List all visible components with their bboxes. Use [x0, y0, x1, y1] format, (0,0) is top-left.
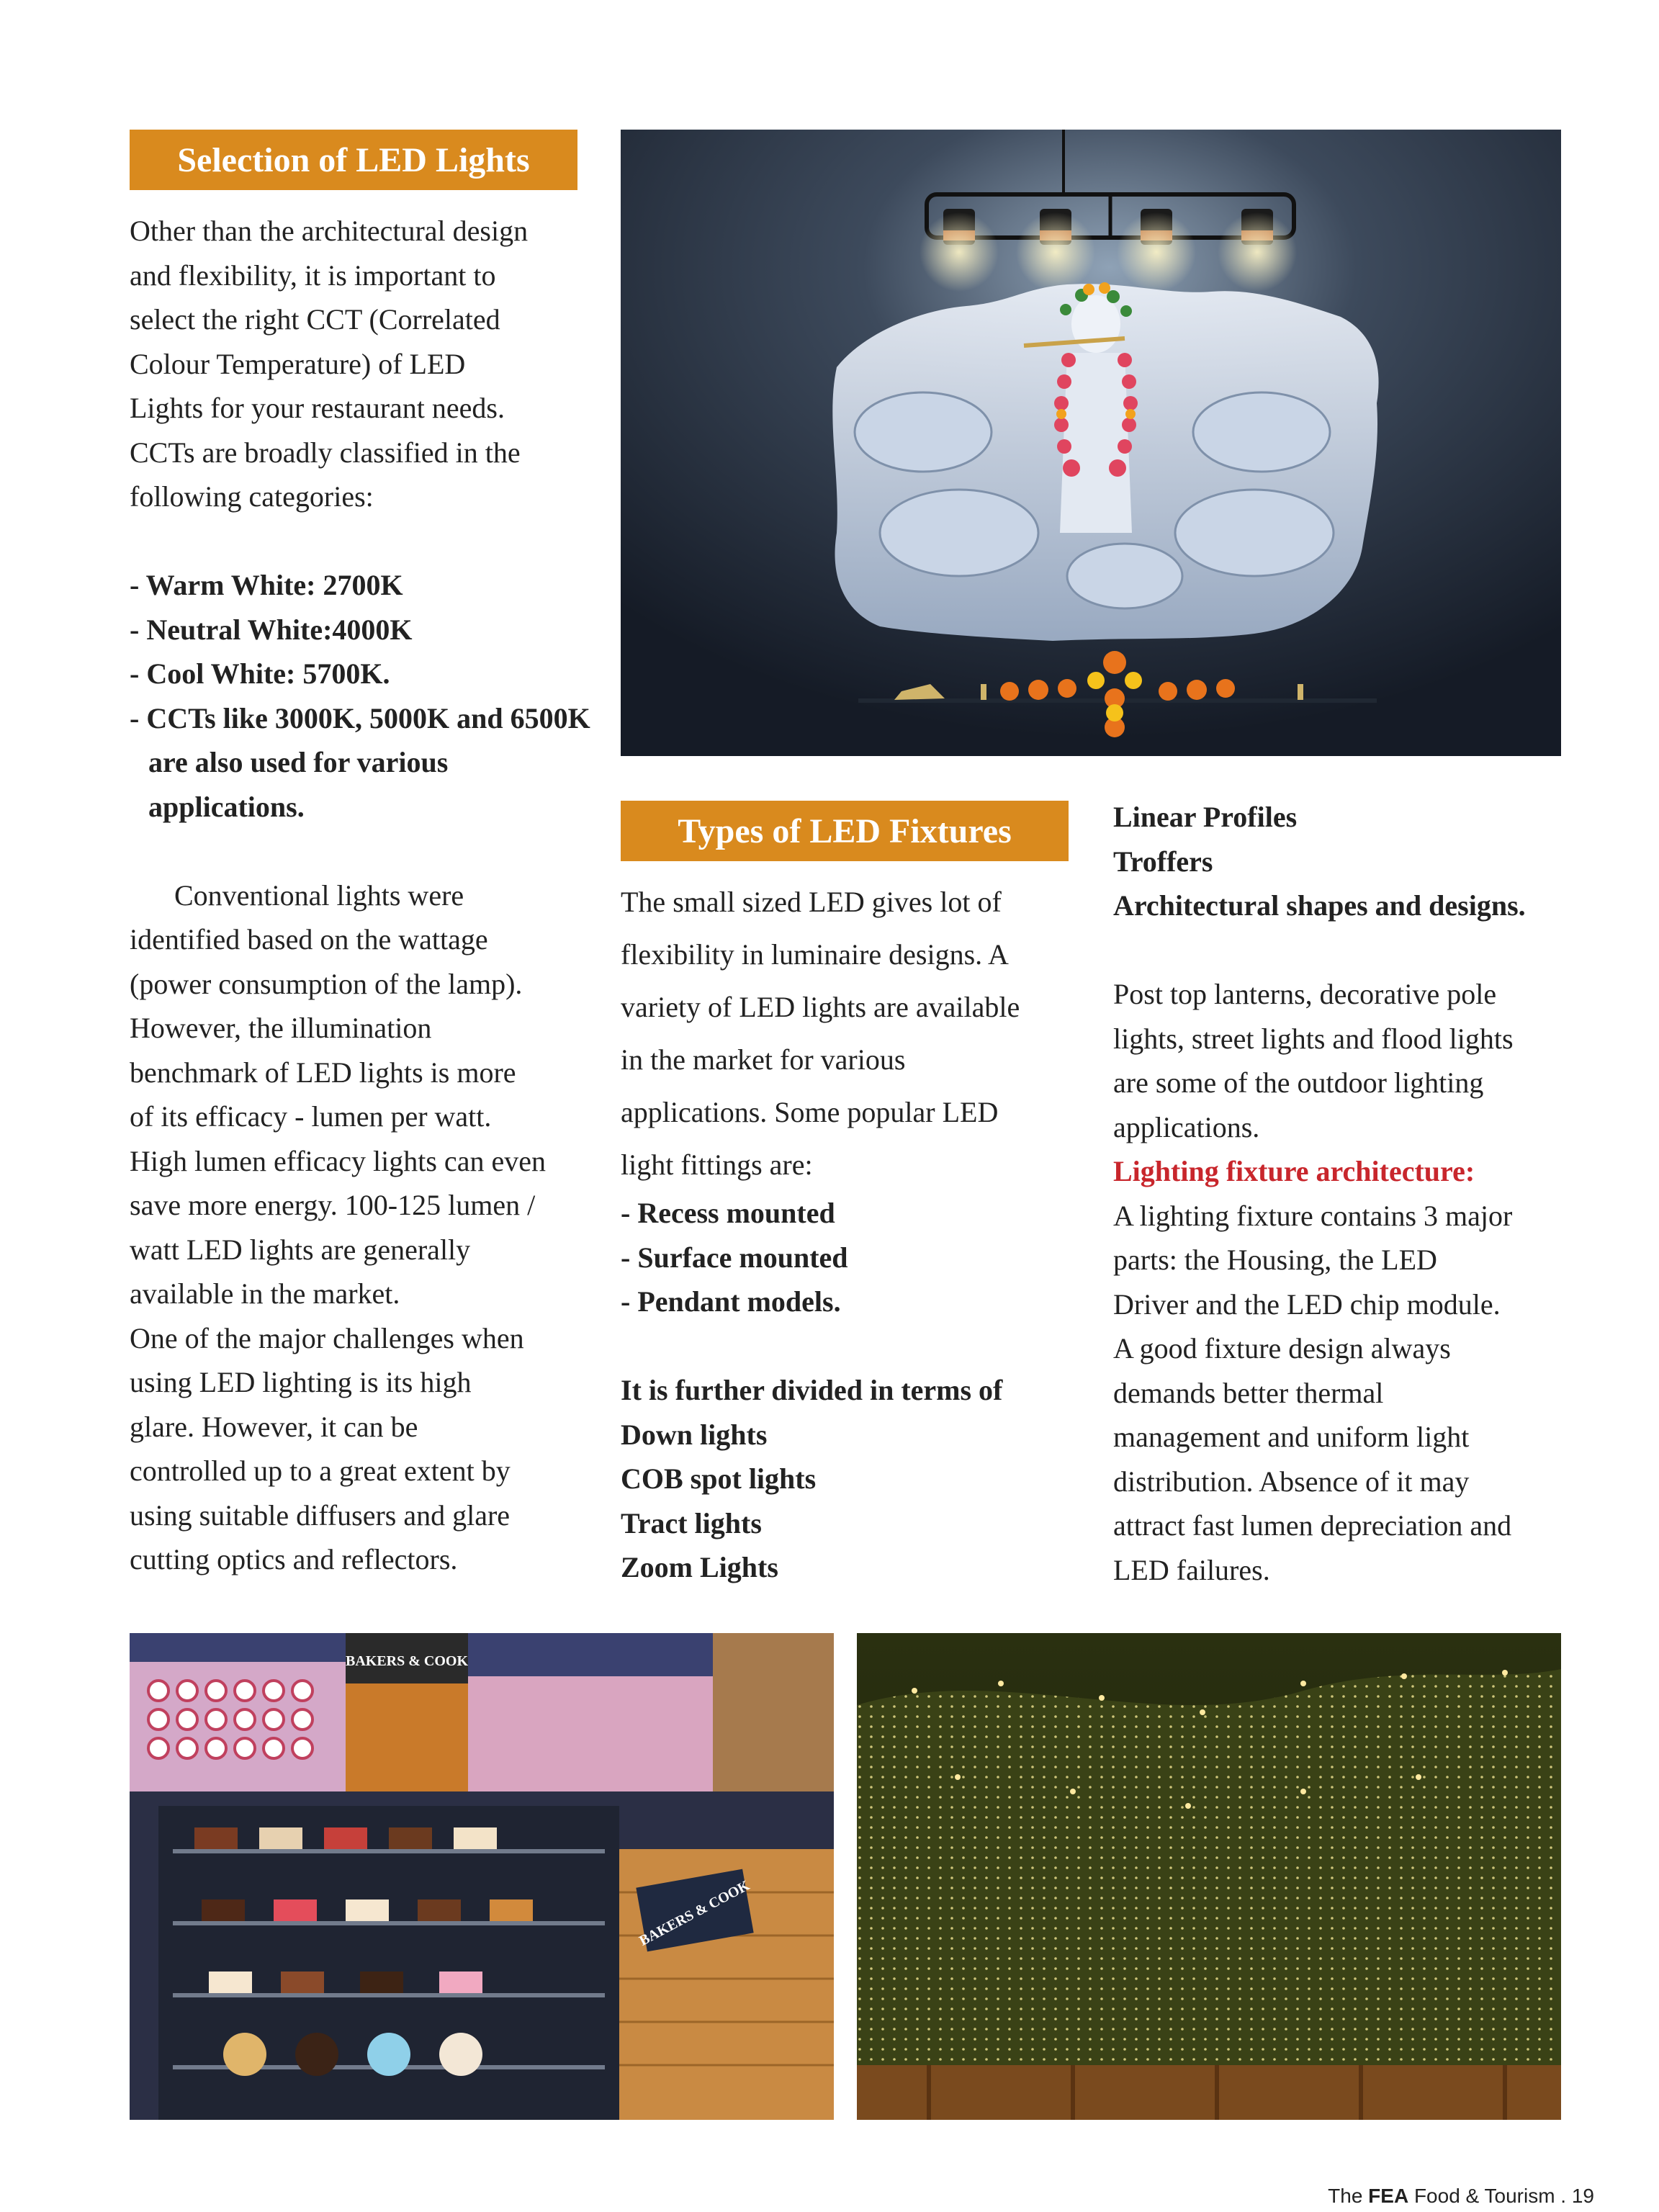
mount-item: - Pendant models.: [621, 1285, 841, 1318]
bakery-sign-top: BAKERS & COOK: [345, 1653, 469, 1669]
fixture-type: Zoom Lights: [621, 1551, 778, 1583]
cct-item: - CCTs like 3000K, 5000K and 6500K are also used for various applications.: [130, 701, 590, 823]
fixture-type: COB spot lights: [621, 1462, 817, 1495]
page-footer: [1328, 2185, 1594, 2208]
intro-line: select the right CCT (Correlated: [130, 303, 500, 336]
fixture-type: Linear Profiles: [1113, 801, 1298, 833]
footer-suffix: Food & Tourism . 19: [1408, 2185, 1594, 2207]
bakery-sign-counter: BAKERS & COOK: [637, 1877, 752, 1949]
body-line: Conventional lights were: [174, 878, 464, 912]
body-line: save more energy. 100-125 lumen /: [130, 1189, 536, 1221]
body-line: distribution. Absence of it may: [1113, 1465, 1470, 1498]
body-line: controlled up to a great extent by: [130, 1455, 511, 1487]
body-line: using suitable diffusers and glare: [130, 1498, 511, 1532]
section-heading-led-fixtures: Types of LED Fixtures: [621, 801, 1069, 861]
body-line: One of the major challenges when: [130, 1321, 524, 1354]
body-line: Post top lanterns, decorative pole: [1113, 978, 1497, 1010]
body-line: attract fast lumen depreciation and: [1113, 1509, 1512, 1542]
body-line: glare. However, it can be: [130, 1410, 418, 1443]
intro-line: CCTs are broadly classified in the: [130, 436, 521, 469]
intro-line: in the market for various: [621, 1043, 906, 1076]
body-line: A lighting fixture contains 3 major: [1113, 1199, 1513, 1232]
intro-line: flexibility in luminaire designs. A: [621, 938, 1009, 971]
fixture-type: Architectural shapes and designs.: [1113, 889, 1526, 922]
body-line: applications.: [1113, 1110, 1260, 1143]
body-line: demands better thermal: [1113, 1376, 1384, 1409]
body-line: However, the illumination: [130, 1012, 432, 1044]
intro-line: Lights for your restaurant needs.: [130, 392, 505, 424]
body-line: are some of the outdoor lighting: [1113, 1066, 1484, 1099]
body-line: parts: the Housing, the LED: [1113, 1244, 1437, 1276]
body-line: identified based on the wattage: [130, 923, 488, 956]
intro-line: Colour Temperature) of LED: [130, 347, 466, 380]
body-line: benchmark of LED lights is more: [130, 1056, 516, 1089]
krishna-relief-illustration: [621, 130, 1561, 756]
body-line: management and uniform light: [1113, 1421, 1470, 1453]
fixture-type: Troffers: [1113, 845, 1213, 878]
intro-line: applications. Some popular LED: [621, 1096, 999, 1128]
section-heading-led-selection: Selection of LED Lights: [130, 130, 577, 190]
photo-ceiling-lights: [857, 1633, 1561, 2120]
cct-item: - Neutral White:4000K: [130, 613, 413, 646]
intro-line: light fittings are:: [621, 1148, 813, 1181]
body-line: (power consumption of the lamp).: [130, 967, 523, 1000]
body-line: lights, street lights and flood lights: [1113, 1022, 1514, 1055]
body-line: available in the market.: [130, 1277, 400, 1310]
body-line: LED failures.: [1113, 1553, 1270, 1586]
cct-item: - Cool White: 5700K.: [130, 657, 390, 690]
footer-prefix: The: [1328, 2185, 1369, 2207]
fixture-type: Down lights: [621, 1418, 768, 1451]
body-line: of its efficacy - lumen per watt.: [130, 1100, 492, 1133]
intro-line: Other than the architectural design: [130, 215, 529, 247]
mount-item: - Recess mounted: [621, 1197, 835, 1229]
fixture-type: Tract lights: [621, 1506, 762, 1539]
body-line: Driver and the LED chip module.: [1113, 1287, 1501, 1321]
body-line: cutting optics and reflectors.: [130, 1543, 458, 1575]
column-2-text: [621, 876, 1082, 1590]
subheading-fixture-architecture: Lighting fixture architecture:: [1113, 1155, 1475, 1187]
intro-line: The small sized LED gives lot of: [621, 886, 1002, 918]
intro-line: variety of LED lights are available: [621, 991, 1020, 1023]
photo-bakery-display: [130, 1633, 834, 2120]
mount-item: - Surface mounted: [621, 1241, 848, 1274]
column-3-text: [1113, 795, 1574, 1592]
body-line: A good fixture design always: [1113, 1332, 1451, 1364]
intro-line: and flexibility, it is important to: [130, 258, 496, 292]
ceiling-lights-illustration: [857, 1633, 1561, 2120]
body-line: using LED lighting is its high: [130, 1366, 472, 1398]
body-line: High lumen efficacy lights can even: [130, 1144, 546, 1177]
column-1-text: [130, 209, 590, 1582]
cct-item: - Warm White: 2700K: [130, 569, 403, 601]
further-heading: It is further divided in terms of: [621, 1374, 1003, 1406]
bakery-illustration: [130, 1633, 834, 2120]
footer-brand: FEA: [1368, 2185, 1409, 2207]
intro-line: following categories:: [130, 480, 374, 513]
photo-krishna-relief: [621, 130, 1561, 756]
body-line: watt LED lights are generally: [130, 1233, 471, 1266]
